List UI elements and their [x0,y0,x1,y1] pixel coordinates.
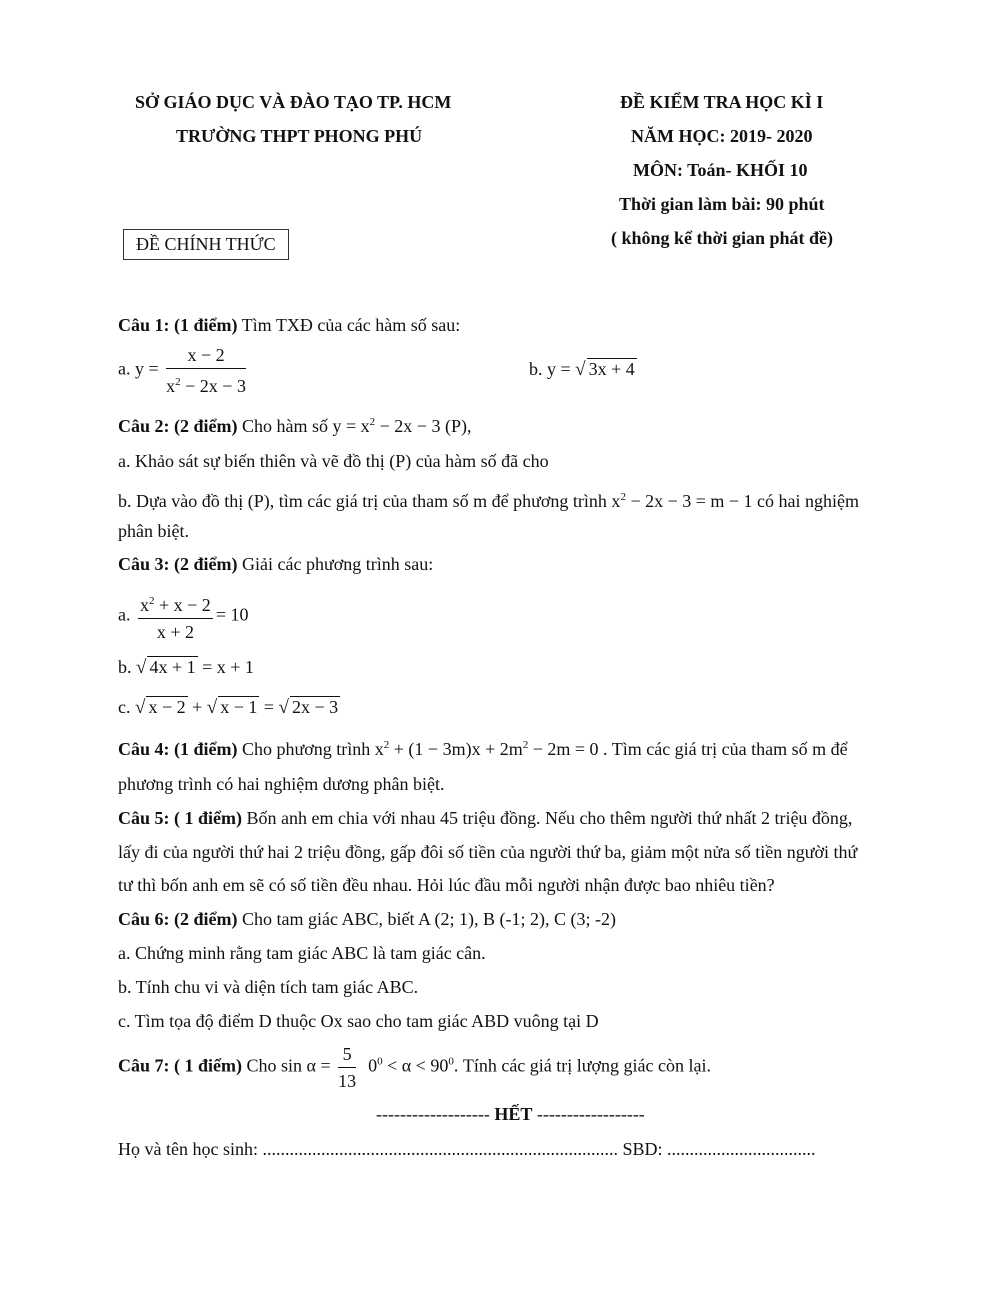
q1b-radicand: 3x + 4 [588,359,635,379]
question-1 [118,314,460,336]
q1a-denominator: $x^2 - 2x - 3$ [166,376,246,396]
question-6c: c. Tìm tọa độ điểm D thuộc Ox sao cho tam giác ABD vuông tại D [118,1011,599,1031]
q7-denominator: 13 [338,1071,357,1091]
question-6 [118,908,616,930]
q3-text: Giải các phương trình sau: [237,554,434,574]
q1a-fraction [166,344,246,397]
exam-title: ĐỀ KIỂM TRA HỌC KÌ I [620,92,824,112]
question-4-line2: phương trình có hai nghiệm dương phân biệt. [118,774,445,794]
school-name: TRƯỜNG THPT PHONG PHÚ [176,126,423,146]
question-7-label: Câu 7: ( 1 điểm) [118,1055,242,1076]
q4-text-before: Cho phương trình x [237,739,384,759]
official-exam-box: ĐỀ CHÍNH THỨC [123,229,289,260]
q3b-prefix: b. [118,657,136,677]
q7-text-before: Cho sin α = [242,1055,336,1076]
question-2-label: Câu 2: (2 điểm) [118,416,238,436]
duration: Thời gian làm bài: 90 phút [619,194,825,214]
question-3-label: Câu 3: (2 điểm) [118,554,238,574]
end-marker: ------------------- HẾT ------------------ [376,1104,645,1124]
student-info-line: Họ và tên học sinh: ............................................................................... SBD: ................................. [118,1139,816,1159]
q3a-rhs: = 10 [215,604,249,625]
question-7: Câu 7: ( 1 điểm) Cho sin α = $\frac{5}{13}$ $0^0 < \alpha < 90^0$. Tính các giá trị lượng giác còn lại. [118,1044,712,1091]
q3b-radicand: 4x + 1 [149,657,196,677]
question-2: Câu 2: (2 điểm) Cho hàm số $y = x^2 - 2x - 3$ (P), [118,416,472,436]
q1a-numerator: x − 2 [166,344,246,369]
question-5-line2: lấy đi của người thứ hai 2 triệu đồng, gấp đôi số tiền của người thứ ba, giảm một nửa số tiền người thứ [118,842,858,862]
end-word: HẾT [494,1104,533,1124]
q3c-radicand-3: 2x − 3 [291,697,339,717]
school-year: NĂM HỌC: 2019- 2020 [631,126,813,146]
question-6-label: Câu 6: (2 điểm) [118,909,238,929]
q7-text-after: . Tính các giá trị lượng giác còn lại. [453,1055,712,1076]
question-1a [118,344,249,397]
q4-text-mid: + (1 − 3m)x + 2m [389,739,523,759]
duration-note: ( không kể thời gian phát đề) [611,228,834,248]
q3a-fraction [138,590,213,643]
q4-text-after: − 2m = 0 . Tìm các giá trị của tham số m để [528,739,848,759]
question-2b-line2: phân biệt. [118,521,189,541]
question-3a [118,590,248,643]
question-2a: a. Khảo sát sự biến thiên và vẽ đồ thị (P) của hàm số đã cho [118,451,549,471]
q1a-prefix: a. y = [118,358,164,379]
question-3b: b. √ 4x + 1 = x + 1 [118,657,254,678]
question-1b: b. y = √ 3x + 4 [529,359,635,380]
q3a-denominator: x + 2 [156,622,194,642]
q2-text-before: Cho hàm số y = x [237,416,370,436]
question-3 [118,553,433,575]
subject: MÔN: Toán- KHỐI 10 [633,160,808,180]
q6-text: Cho tam giác ABC, biết A (2; 1), B (-1; 2), C (3; -2) [237,909,616,929]
question-1-text: Tìm TXĐ của các hàm số sau: [237,315,461,335]
question-1-label: Câu 1: (1 điểm) [118,315,238,335]
q2b-after: − 2x − 3 = m − 1 có hai nghiệm [625,491,860,511]
q2b-before: b. Dựa vào đồ thị (P), tìm các giá trị của tham số m để phương trình x [118,491,621,511]
q7-fraction [338,1043,356,1092]
q3c-radicand-2: x − 1 [220,697,258,717]
q7-numerator: 5 [338,1043,356,1068]
question-6a: a. Chứng minh rằng tam giác ABC là tam giác cân. [118,943,486,963]
question-4-label: Câu 4: (1 điểm) [118,739,238,759]
question-3c: c. √ x − 2 + √ x − 1 = √ 2x − 3 [118,697,339,718]
q3a-numerator: $x^2 + x - 2$ [138,590,213,619]
q3a-prefix: a. [118,604,131,625]
q1b-prefix: b. y = [529,359,576,379]
question-2b: b. Dựa vào đồ thị (P), tìm các giá trị của tham số m để phương trình $x^2 - 2x - 3 = m - 1$ có hai nghiệm [118,491,860,511]
q2-text-after: − 2x − 3 (P), [375,416,472,436]
q3c-prefix: c. [118,697,135,717]
question-5-label: Câu 5: ( 1 điểm) [118,808,242,828]
department-name: SỞ GIÁO DỤC VÀ ĐÀO TẠO TP. HCM [135,92,452,112]
question-5-line3: tư thì bốn anh em sẽ có số tiền đều nhau. Hỏi lúc đầu mỗi người nhận được bao nhiêu tiền? [118,875,775,895]
q3b-rhs: = x + 1 [197,657,254,677]
question-4: Câu 4: (1 điểm) Cho phương trình $x^2 + (1 - 3m)x + 2m^2 - 2m = 0$ . Tìm các giá trị của tham số m để [118,739,848,759]
q5-line1: Bốn anh em chia với nhau 45 triệu đồng. Nếu cho thêm người thứ nhất 2 triệu đồng, [242,808,853,828]
q3c-radicand-1: x − 2 [148,697,186,717]
question-5 [118,807,852,829]
question-6b: b. Tính chu vi và diện tích tam giác ABC. [118,977,419,997]
